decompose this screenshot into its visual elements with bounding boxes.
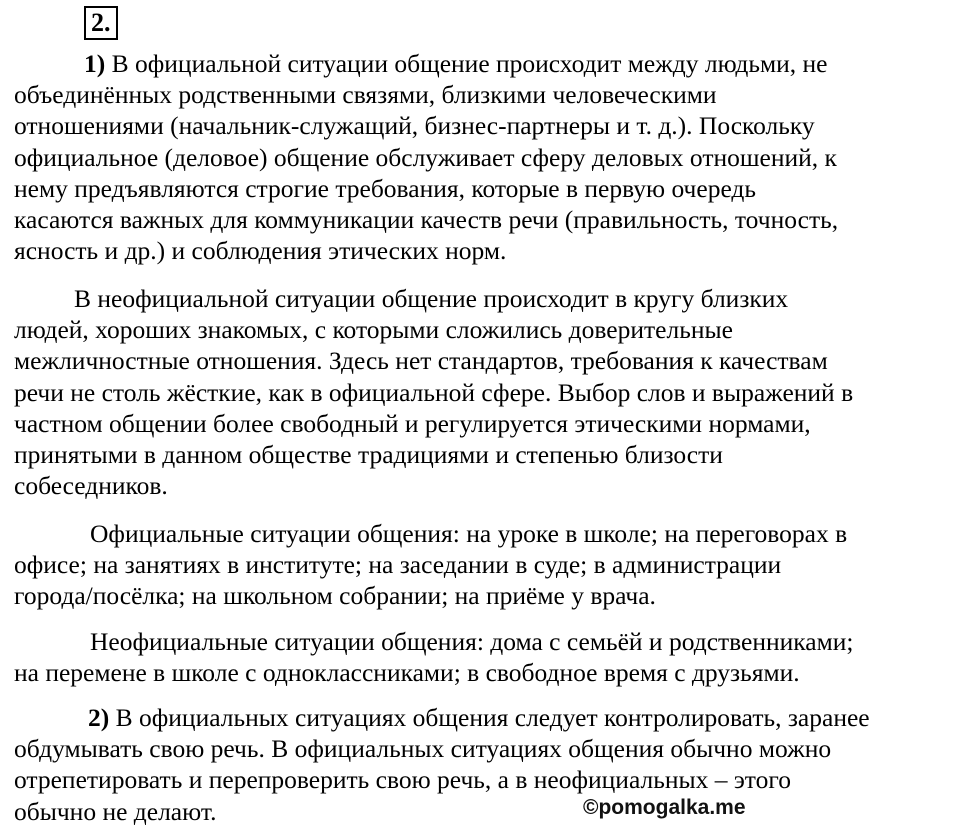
paragraph-line: речи не столь жёсткие, как в официальной сфере. Выбор слов и выражений в — [14, 377, 854, 407]
paragraph-line: В неофициальной ситуации общение происходит в кругу близких — [74, 284, 789, 313]
paragraph-line: обычно не делают. — [14, 796, 217, 826]
paragraph-line: отрепетировать и перепроверить свою речь, а в неофициальных – этого — [14, 765, 791, 795]
item-number: 2) — [88, 703, 110, 732]
paragraph-line: межличностные отношения. Здесь нет стандартов, требования к качествам — [14, 346, 828, 376]
paragraph-line: офисе; на занятиях в институте; на заседании в суде; в администрации — [14, 550, 782, 580]
paragraph-1 — [14, 48, 838, 266]
paragraph-line: города/посёлка; на школьном собрании; на приёме у врача. — [14, 581, 656, 611]
paragraph-line: ясность и др.) и соблюдения этических норм. — [14, 236, 507, 266]
paragraph-line: Официальные ситуации общения: на уроке в школе; на переговорах в — [90, 519, 848, 548]
paragraph-line: людей, хороших знакомых, с которыми сложились доверительные — [14, 315, 733, 345]
paragraph-line: Неофициальные ситуации общения: дома с семьёй и родственниками; — [90, 627, 854, 656]
paragraph-line: 2) В официальных ситуациях общения следует контролировать, заранее — [88, 703, 870, 732]
paragraph-line: нему предъявляются строгие требования, которые в первую очередь — [14, 173, 757, 203]
task-number: 2. — [84, 6, 118, 40]
paragraph-2 — [14, 283, 853, 501]
paragraph-line: обдумывать свою речь. В официальных ситуациях общения обычно можно — [14, 734, 832, 764]
paragraph-line: отношениями (начальник-служащий, бизнес-партнеры и т. д.). Поскольку — [14, 111, 815, 141]
paragraph-line: объединённых родственными связями, близкими человеческими — [14, 80, 717, 110]
paragraph-line: на перемене в школе с одноклассниками; в свободное время с друзьями. — [14, 658, 800, 688]
paragraph-3 — [14, 518, 847, 612]
paragraph-line: касаются важных для коммуникации качеств речи (правильность, точность, — [14, 205, 839, 235]
paragraph-line: официальное (деловое) общение обслуживает сферу деловых отношений, к — [14, 142, 837, 172]
watermark: ©pomogalka.me — [583, 796, 746, 819]
paragraph-line: собеседников. — [14, 471, 168, 501]
item-number: 1) — [84, 49, 106, 78]
paragraph-4 — [14, 626, 854, 688]
paragraph-line: 1) В официальной ситуации общение происходит между людьми, не — [84, 49, 828, 78]
paragraph-line: частном общении более свободный и регулируется этическими нормами, — [14, 408, 811, 438]
paragraph-line: принятыми в данном обществе традициями и степенью близости — [14, 440, 723, 470]
